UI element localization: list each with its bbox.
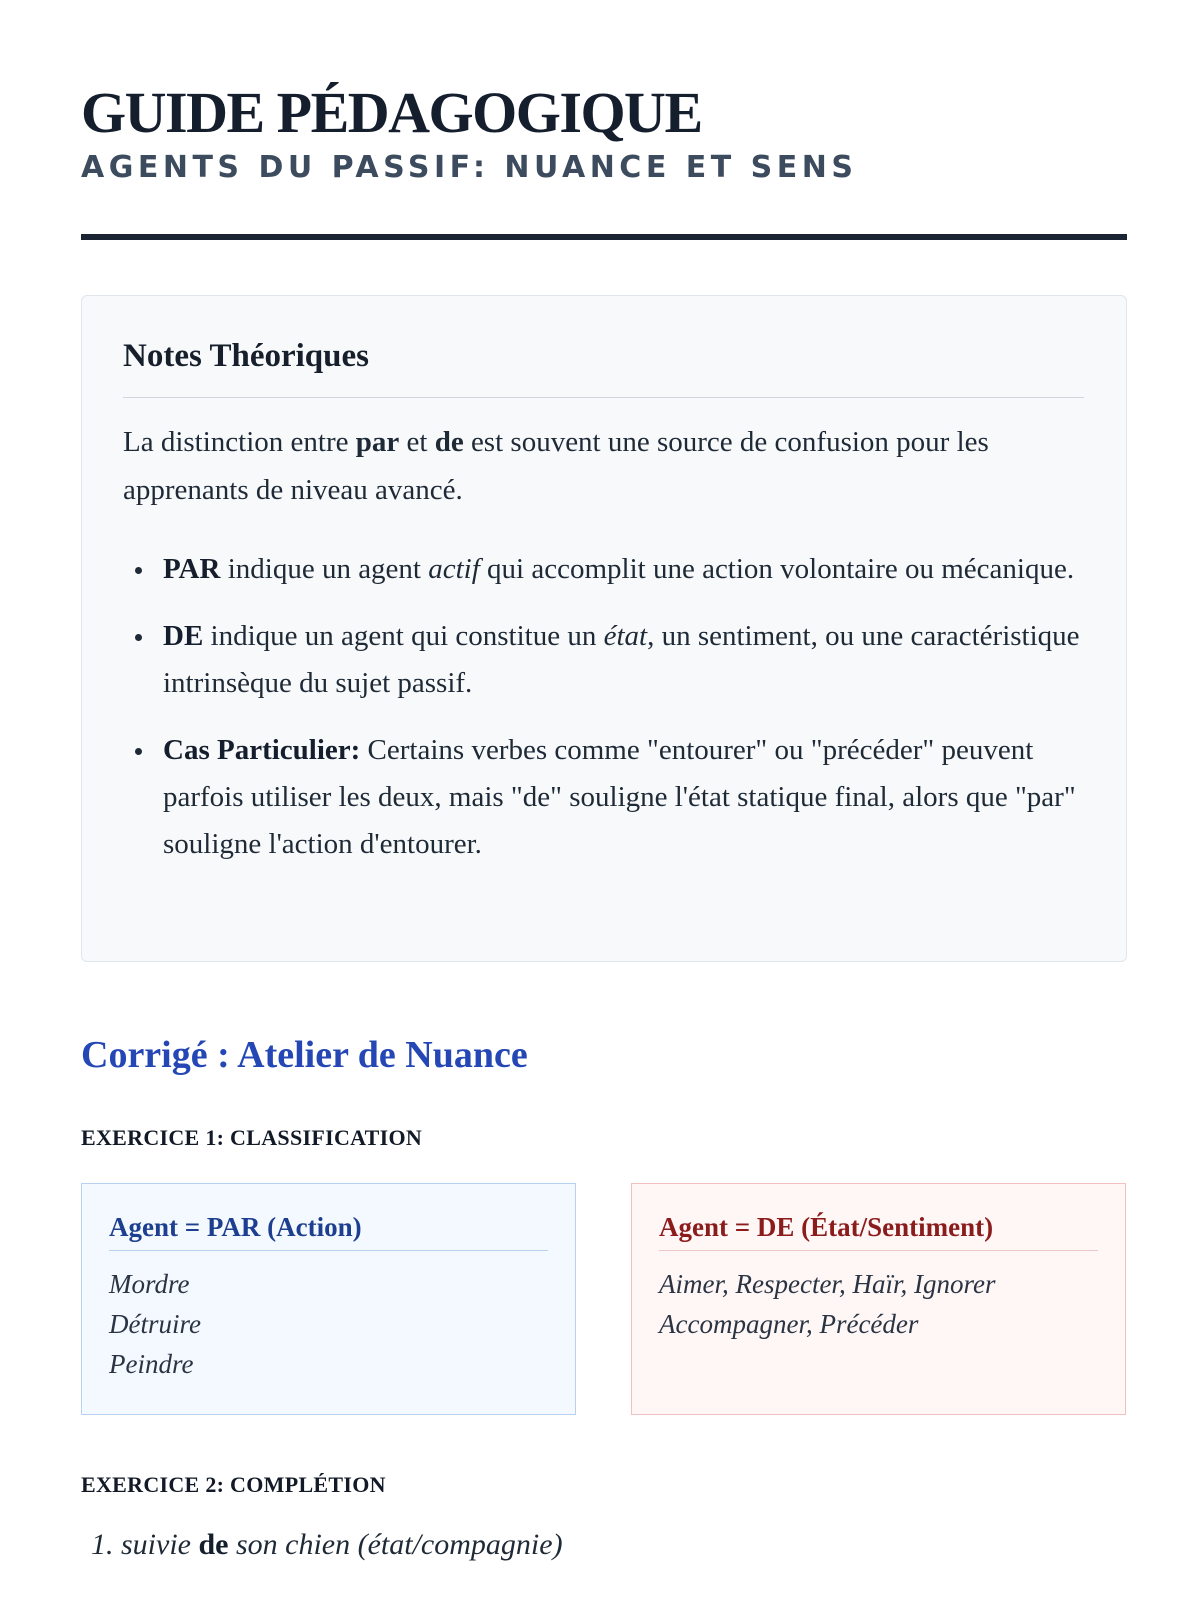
verb-item: Aimer, Respecter, Haïr, Ignorer [659,1269,996,1299]
verb-item: Peindre [109,1349,194,1379]
bullet-de [123,613,1088,707]
bullet-text: indique un agent [220,553,429,585]
answer-text: son chien (état/compagnie) [228,1528,563,1561]
verb-item: Détruire [109,1309,201,1339]
theory-notes-panel [81,295,1127,962]
bullet-lead: PAR [163,553,221,585]
verb-list [659,1264,995,1344]
notes-divider [123,397,1084,398]
completion-answer-list [91,1528,563,1562]
bullet-emphasis: actif [428,553,480,585]
document-subtitle: AGENTS DU PASSIF: NUANCE ET SENS [81,150,858,185]
notes-heading: Notes Théoriques [123,338,369,374]
intro-text: et [399,426,435,458]
verb-item: Accompagner, Précéder [659,1309,919,1339]
bullet-lead: DE [163,620,204,652]
bullet-par [123,546,1088,593]
card-title: Agent = PAR (Action) [109,1212,362,1242]
exercise-1-label: EXERCICE 1: CLASSIFICATION [81,1125,423,1150]
card-divider [109,1250,548,1251]
intro-text: est souvent une source de confusion pour les apprenants de niveau avancé. [123,426,989,506]
bullet-text: qui accomplit une action volontaire ou mécanique. [479,553,1075,585]
verb-list [109,1264,201,1384]
bullet-special-case [123,727,1088,868]
bullet-text: Certains verbes comme "entourer" ou "précéder" peuvent parfois utiliser les deux, mais "de" souligne l'état statique final, alors que "par" souligne l'action d'entourer. [163,734,1076,860]
document-title: GUIDE PÉDAGOGIQUE [81,80,702,145]
card-agent-de [631,1183,1126,1415]
header-divider [81,234,1127,240]
bullet-text: , un sentiment, ou une caractéristique intrinsèque du sujet passif. [163,620,1080,699]
card-divider [659,1250,1098,1251]
notes-intro [123,418,1088,514]
answer-key-title: Corrigé : Atelier de Nuance [81,1034,528,1076]
answer-keyword: de [198,1528,229,1561]
verb-item: Mordre [109,1269,190,1299]
card-agent-par [81,1183,576,1415]
keyword-de: de [434,426,464,458]
keyword-par: par [355,426,400,458]
intro-text: La distinction entre [123,426,356,458]
bullet-text: indique un agent qui constitue un [203,620,604,652]
bullet-emphasis: état [603,620,648,652]
card-title: Agent = DE (État/Sentiment) [659,1212,994,1242]
answer-number: 1. [91,1528,121,1561]
answer-text: suivie [121,1528,199,1561]
notes-bullet-list [123,546,1088,868]
answer-item [91,1528,563,1562]
exercise-2-label: EXERCICE 2: COMPLÉTION [81,1472,386,1497]
bullet-lead: Cas Particulier: [163,734,361,766]
